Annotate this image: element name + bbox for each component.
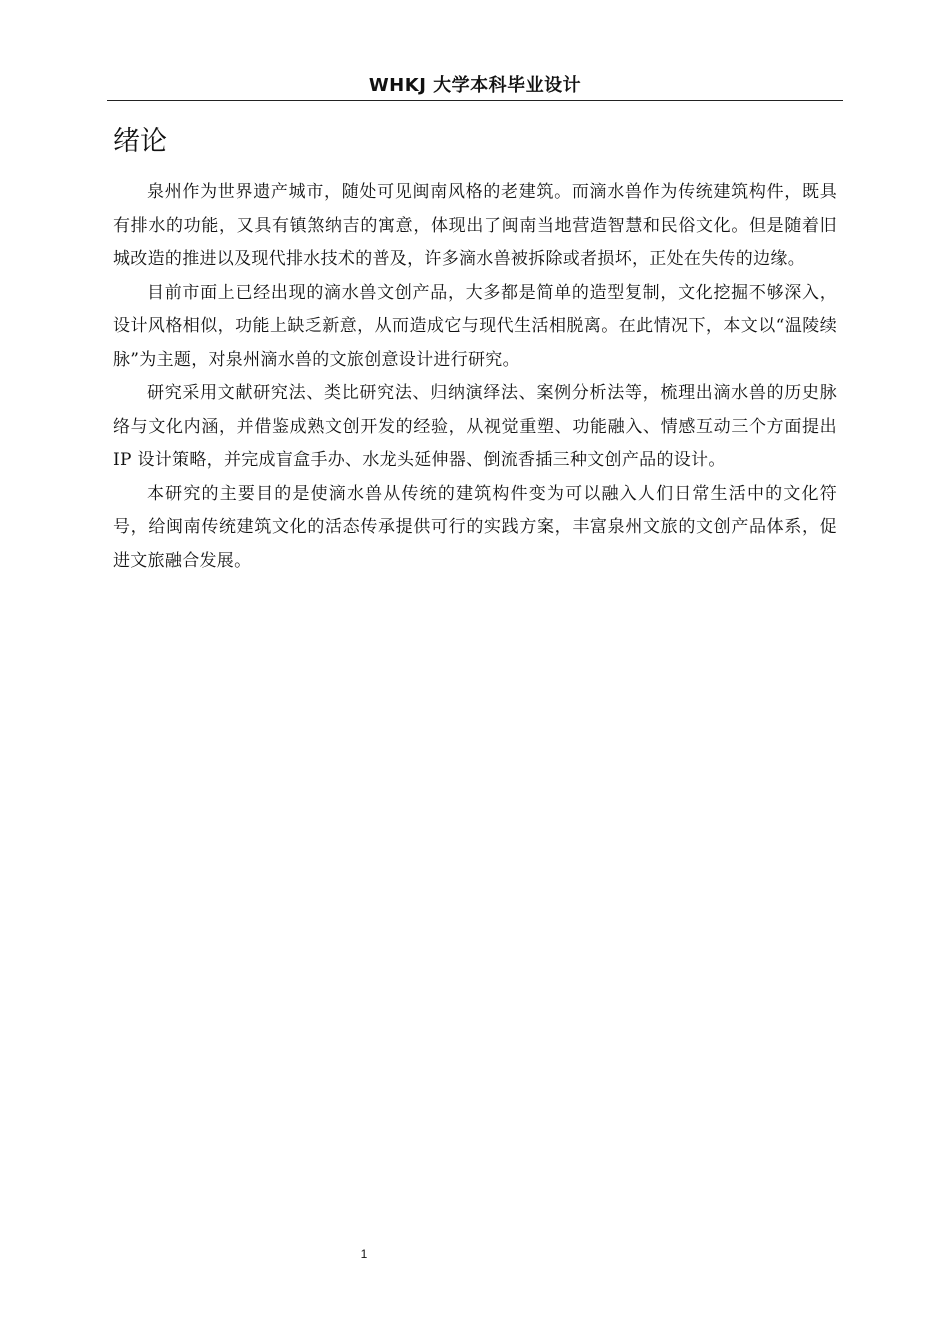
paragraph-1: 泉州作为世界遗产城市，随处可见闽南风格的老建筑。而滴水兽作为传统建筑构件，既具有排水的功能，又具有镇煞纳吉的寓意，体现出了闽南当地营造智慧和民俗文化。但是随着旧城改造的推进以及现代排水技术的普及，许多滴水兽被拆除或者损坏，正处在失传的边缘。 (113, 182, 837, 269)
page-number: 1 (360, 1247, 368, 1261)
paragraph-2: 目前市面上已经出现的滴水兽文创产品，大多都是简单的造型复制，文化挖掘不够深入，设计风格相似，功能上缺乏新意，从而造成它与现代生活相脱离。在此情况下，本文以“温陵续脉”为主题，对泉州滴水兽的文旅创意设计进行研究。 (113, 282, 837, 370)
page-header (107, 72, 843, 101)
chapter-title: 绪论 (113, 126, 167, 157)
page-header-text: WHKJ 大学本科毕业设计 (368, 75, 582, 96)
paragraph-4: 本研究的主要目的是使滴水兽从传统的建筑构件变为可以融入人们日常生活中的文化符号，给闽南传统建筑文化的活态传承提供可行的实践方案，丰富泉州文旅的文创产品体系，促进文旅融合发展。 (113, 483, 837, 571)
body-text (113, 176, 837, 578)
paragraph-3: 研究采用文献研究法、类比研究法、归纳演绎法、案例分析法等，梳理出滴水兽的历史脉络与文化内涵，并借鉴成熟文创开发的经验，从视觉重塑、功能融入、情感互动三个方面提出 IP 设计策略，并完成盲盒手办、水龙头延伸器、倒流香插三种文创产品的设计。 (113, 383, 837, 470)
